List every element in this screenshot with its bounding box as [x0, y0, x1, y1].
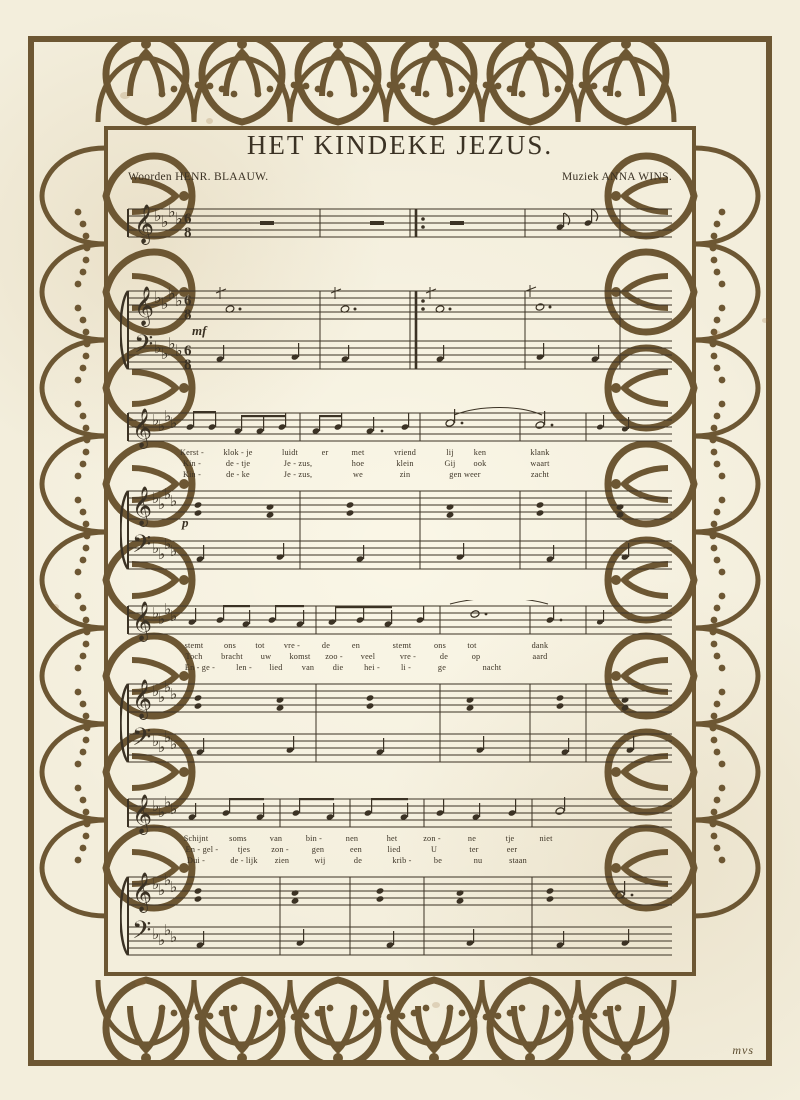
- svg-text:♭: ♭: [158, 610, 166, 628]
- svg-text:♭: ♭: [164, 678, 172, 696]
- svg-text:𝄢: 𝄢: [132, 723, 152, 758]
- svg-text:♭: ♭: [168, 334, 176, 353]
- svg-text:6: 6: [184, 211, 192, 227]
- system-4-verse-closing: [120, 793, 680, 968]
- svg-text:♭: ♭: [170, 542, 178, 560]
- dynamic-mf: mf: [192, 323, 207, 338]
- lyric-verse-2: Kin - de - tje Je - zus, hoe klein Gij ook waart: [182, 459, 550, 468]
- system-1-introduction: [120, 199, 680, 389]
- svg-text:♭: ♭: [175, 209, 183, 228]
- svg-text:♭: ♭: [161, 294, 169, 313]
- dynamic-p: p: [182, 515, 189, 530]
- svg-text:𝄢: 𝄢: [132, 916, 152, 951]
- lyric-verse-3: En - ge - len - lied van die hei - li - ge nacht: [184, 663, 502, 672]
- system-3-lyrics: [120, 641, 680, 675]
- music-content: [120, 130, 680, 960]
- svg-text:♭: ♭: [152, 732, 160, 750]
- svg-text:♭: ♭: [164, 407, 172, 425]
- system-4-lyrics: [120, 834, 680, 868]
- svg-text:♭: ♭: [164, 728, 172, 746]
- lyric-verse-2: Toch bracht uw komst zoo - veel vre - de op aard: [185, 652, 548, 661]
- svg-text:♭: ♭: [170, 414, 178, 432]
- page-title: HET KINDEKE JEZUS.: [246, 130, 554, 160]
- lyric-verse-1: Kerst - klok - je luidt er met vriend lij ken klank: [180, 448, 550, 457]
- svg-text:♭: ♭: [158, 417, 166, 435]
- svg-text:♭: ♭: [161, 344, 169, 363]
- svg-text:𝄢: 𝄢: [132, 530, 152, 565]
- svg-text:♭: ♭: [164, 535, 172, 553]
- svg-text:♭: ♭: [152, 489, 160, 507]
- svg-text:♭: ♭: [152, 539, 160, 557]
- svg-text:♭: ♭: [158, 803, 166, 821]
- svg-text:♭: ♭: [158, 495, 166, 513]
- svg-text:𝄞: 𝄞: [132, 486, 153, 526]
- svg-text:𝄞: 𝄞: [132, 601, 153, 641]
- svg-text:8: 8: [184, 225, 192, 241]
- svg-text:♭: ♭: [161, 212, 169, 231]
- svg-text:8: 8: [184, 307, 192, 323]
- system-4-engraving: [120, 793, 680, 968]
- svg-text:♭: ♭: [152, 411, 160, 429]
- svg-text:♭: ♭: [152, 925, 160, 943]
- svg-text:♭: ♭: [164, 600, 172, 618]
- svg-text:𝄞: 𝄞: [134, 204, 155, 244]
- svg-text:♭: ♭: [158, 881, 166, 899]
- svg-text:♭: ♭: [164, 921, 172, 939]
- svg-text:♭: ♭: [158, 688, 166, 706]
- svg-text:♭: ♭: [170, 928, 178, 946]
- lyricist-credit: Woorden HENR. BLAAUW.: [128, 171, 269, 183]
- svg-text:♭: ♭: [170, 878, 178, 896]
- system-2-verse-opening: [120, 407, 680, 582]
- svg-text:♭: ♭: [168, 284, 176, 303]
- svg-text:♭: ♭: [168, 202, 176, 221]
- svg-text:♭: ♭: [152, 682, 160, 700]
- svg-text:♭: ♭: [154, 338, 162, 357]
- svg-text:♭: ♭: [170, 735, 178, 753]
- composer-credit: Muziek ANNA WINS.: [562, 171, 672, 183]
- svg-text:♭: ♭: [175, 291, 183, 310]
- svg-text:𝄞: 𝄞: [132, 679, 153, 719]
- lyric-verse-2: En - gel - tjes zon - gen een lied U ter eer: [185, 845, 518, 854]
- svg-text:𝄢: 𝄢: [134, 330, 154, 365]
- svg-text:♭: ♭: [154, 288, 162, 307]
- svg-text:𝄞: 𝄞: [132, 408, 153, 448]
- svg-text:8: 8: [184, 357, 192, 373]
- svg-text:♭: ♭: [158, 931, 166, 949]
- credits-row: [128, 171, 672, 183]
- svg-text:♭: ♭: [158, 545, 166, 563]
- svg-text:♭: ♭: [158, 738, 166, 756]
- svg-text:♭: ♭: [152, 797, 160, 815]
- lyric-verse-3: Kin - de - ke Je - zus, we zin gen weer zacht: [182, 470, 550, 479]
- lyric-verse-1: Schijnt soms van bin - nen het zon - ne tje niet: [183, 834, 553, 843]
- svg-text:♭: ♭: [170, 492, 178, 510]
- svg-text:♭: ♭: [170, 685, 178, 703]
- svg-text:𝄞: 𝄞: [132, 794, 153, 834]
- svg-text:6: 6: [184, 293, 192, 309]
- svg-text:𝄞: 𝄞: [134, 286, 155, 326]
- svg-text:♭: ♭: [164, 871, 172, 889]
- system-3-verse-middle: [120, 600, 680, 775]
- system-3-engraving: [120, 600, 680, 775]
- svg-text:♭: ♭: [170, 800, 178, 818]
- system-2-lyrics: [120, 448, 680, 482]
- svg-text:♭: ♭: [175, 341, 183, 360]
- svg-text:♭: ♭: [152, 875, 160, 893]
- svg-text:♭: ♭: [164, 793, 172, 811]
- svg-text:𝄞: 𝄞: [132, 872, 153, 912]
- engraver-signature: mvs: [732, 1043, 754, 1057]
- svg-text:♭: ♭: [170, 607, 178, 625]
- svg-text:♭: ♭: [154, 206, 162, 225]
- svg-text:♭: ♭: [152, 604, 160, 622]
- lyric-verse-1: stemt ons tot vre - de en stemt ons tot dank: [184, 641, 549, 650]
- system-2-engraving: [120, 407, 680, 582]
- system-1-engraving: [120, 199, 680, 389]
- svg-text:♭: ♭: [164, 485, 172, 503]
- svg-text:6: 6: [184, 343, 192, 359]
- lyric-verse-3: Dui - de - lijk zien wij de krib - be nu staan: [186, 856, 527, 865]
